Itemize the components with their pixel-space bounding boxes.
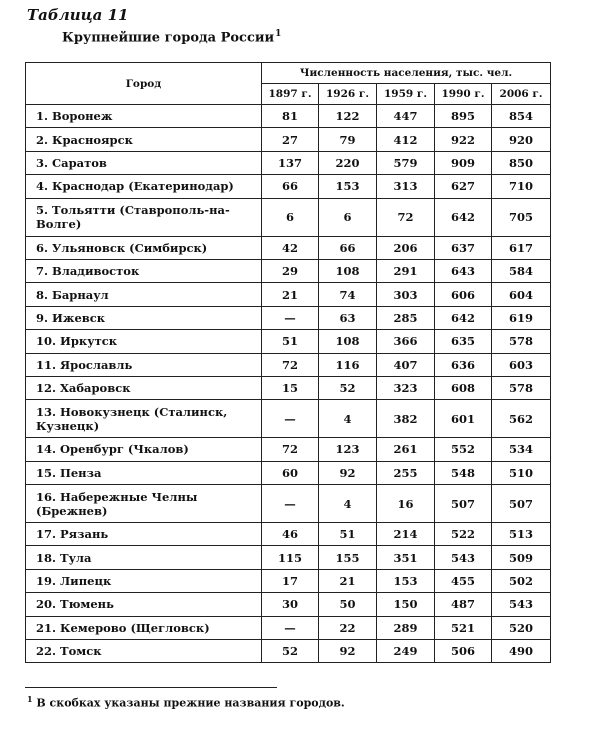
header-year-2006: 2006 г. (492, 84, 551, 105)
population-cell: 285 (377, 306, 435, 329)
city-name-cell: 5. Тольятти (Ставрополь-на-Волге) (26, 198, 262, 236)
city-name-cell: 12. Хабаровск (26, 376, 262, 399)
population-cell: 920 (492, 128, 551, 151)
population-cell: 922 (435, 128, 492, 151)
table-row (26, 485, 551, 523)
table-row (26, 283, 551, 306)
population-cell: 895 (435, 105, 492, 128)
population-cell: 603 (492, 353, 551, 376)
population-cell: 521 (435, 616, 492, 639)
population-cell: 520 (492, 616, 551, 639)
population-cell: 27 (262, 128, 319, 151)
city-name-cell: 1. Воронеж (26, 105, 262, 128)
population-cell: 604 (492, 283, 551, 306)
table-row (26, 259, 551, 282)
city-name-cell: 19. Липецк (26, 569, 262, 592)
table-row (26, 616, 551, 639)
population-cell: 123 (319, 438, 377, 461)
footnote (27, 694, 345, 710)
population-cell: 30 (262, 593, 319, 616)
footnote-divider (25, 687, 277, 688)
population-cell: 6 (262, 198, 319, 236)
population-cell: 249 (377, 640, 435, 663)
table-row (26, 128, 551, 151)
population-cell: 636 (435, 353, 492, 376)
population-cell: 42 (262, 236, 319, 259)
population-cell: 66 (319, 236, 377, 259)
table-row (26, 105, 551, 128)
population-cell: 606 (435, 283, 492, 306)
population-cell: 507 (492, 485, 551, 523)
city-name-cell: 11. Ярославль (26, 353, 262, 376)
population-cell: 543 (435, 546, 492, 569)
population-cell: 17 (262, 569, 319, 592)
population-cell: 642 (435, 198, 492, 236)
population-cell: 617 (492, 236, 551, 259)
title-footnote-mark: 1 (275, 29, 282, 39)
population-cell: 155 (319, 546, 377, 569)
header-year-1926: 1926 г. (319, 84, 377, 105)
table-row (26, 376, 551, 399)
table-row (26, 546, 551, 569)
population-cell: 303 (377, 283, 435, 306)
header-population: Численность населения, тыс. чел. (262, 63, 551, 84)
population-cell: 60 (262, 461, 319, 484)
table-row (26, 353, 551, 376)
population-table (25, 62, 551, 663)
population-cell: 510 (492, 461, 551, 484)
population-cell: 366 (377, 330, 435, 353)
population-cell: 412 (377, 128, 435, 151)
population-cell: 513 (492, 523, 551, 546)
city-name-cell: 16. Набережные Челны (Брежнев) (26, 485, 262, 523)
city-name-cell: 20. Тюмень (26, 593, 262, 616)
population-cell: 643 (435, 259, 492, 282)
population-cell: 552 (435, 438, 492, 461)
population-cell: — (262, 616, 319, 639)
table-row (26, 236, 551, 259)
city-name-cell: 7. Владивосток (26, 259, 262, 282)
city-name-cell: 22. Томск (26, 640, 262, 663)
table-row (26, 593, 551, 616)
population-cell: 642 (435, 306, 492, 329)
population-cell: 206 (377, 236, 435, 259)
city-name-cell: 9. Ижевск (26, 306, 262, 329)
table-row (26, 198, 551, 236)
population-cell: 601 (435, 400, 492, 438)
population-cell: — (262, 485, 319, 523)
population-cell: 850 (492, 151, 551, 174)
population-cell: 637 (435, 236, 492, 259)
population-cell: 137 (262, 151, 319, 174)
city-name-cell: 10. Иркутск (26, 330, 262, 353)
population-cell: 108 (319, 330, 377, 353)
population-cell: 407 (377, 353, 435, 376)
table-row (26, 175, 551, 198)
footnote-mark: 1 (27, 694, 33, 704)
city-name-cell: 2. Красноярск (26, 128, 262, 151)
population-cell: 92 (319, 640, 377, 663)
population-cell: 909 (435, 151, 492, 174)
population-cell: 578 (492, 376, 551, 399)
population-cell: 579 (377, 151, 435, 174)
table-body (26, 105, 551, 663)
population-cell: 153 (319, 175, 377, 198)
population-cell: 4 (319, 485, 377, 523)
population-cell: 619 (492, 306, 551, 329)
population-cell: 220 (319, 151, 377, 174)
population-cell: 92 (319, 461, 377, 484)
population-cell: 502 (492, 569, 551, 592)
population-cell: 46 (262, 523, 319, 546)
population-cell: 522 (435, 523, 492, 546)
table-title (62, 29, 281, 45)
population-cell: 72 (377, 198, 435, 236)
population-cell: 150 (377, 593, 435, 616)
population-cell: 509 (492, 546, 551, 569)
population-cell: 608 (435, 376, 492, 399)
city-name-cell: 13. Новокузнецк (Сталинск, Кузнецк) (26, 400, 262, 438)
population-cell: 705 (492, 198, 551, 236)
population-cell: 72 (262, 438, 319, 461)
population-cell: 51 (319, 523, 377, 546)
population-cell: 506 (435, 640, 492, 663)
population-cell: 635 (435, 330, 492, 353)
population-cell: 122 (319, 105, 377, 128)
table-row (26, 306, 551, 329)
population-cell: 548 (435, 461, 492, 484)
population-cell: 63 (319, 306, 377, 329)
population-cell: 29 (262, 259, 319, 282)
table-row (26, 330, 551, 353)
population-cell: 490 (492, 640, 551, 663)
city-name-cell: 14. Оренбург (Чкалов) (26, 438, 262, 461)
population-cell: 81 (262, 105, 319, 128)
population-cell: 710 (492, 175, 551, 198)
population-cell: 562 (492, 400, 551, 438)
table-row (26, 461, 551, 484)
population-cell: 74 (319, 283, 377, 306)
city-name-cell: 17. Рязань (26, 523, 262, 546)
header-year-1990: 1990 г. (435, 84, 492, 105)
population-cell: 351 (377, 546, 435, 569)
population-cell: 52 (319, 376, 377, 399)
population-cell: 854 (492, 105, 551, 128)
population-cell: 21 (262, 283, 319, 306)
population-cell: — (262, 400, 319, 438)
population-cell: 6 (319, 198, 377, 236)
header-year-1897: 1897 г. (262, 84, 319, 105)
city-name-cell: 18. Тула (26, 546, 262, 569)
city-name-cell: 3. Саратов (26, 151, 262, 174)
header-year-1959: 1959 г. (377, 84, 435, 105)
population-cell: 16 (377, 485, 435, 523)
population-cell: 50 (319, 593, 377, 616)
population-cell: 455 (435, 569, 492, 592)
population-cell: 382 (377, 400, 435, 438)
footnote-text: В скобках указаны прежние названия городов. (36, 696, 345, 710)
table-row (26, 640, 551, 663)
population-cell: 22 (319, 616, 377, 639)
city-name-cell: 15. Пенза (26, 461, 262, 484)
population-cell: 578 (492, 330, 551, 353)
population-cell: 214 (377, 523, 435, 546)
population-cell: 15 (262, 376, 319, 399)
population-cell: 66 (262, 175, 319, 198)
population-cell: 21 (319, 569, 377, 592)
city-name-cell: 4. Краснодар (Екатеринодар) (26, 175, 262, 198)
table-title-text: Крупнейшие города России (62, 30, 275, 46)
population-cell: 584 (492, 259, 551, 282)
city-name-cell: 6. Ульяновск (Симбирск) (26, 236, 262, 259)
population-cell: 447 (377, 105, 435, 128)
population-cell: 115 (262, 546, 319, 569)
population-cell: 72 (262, 353, 319, 376)
population-cell: 153 (377, 569, 435, 592)
population-cell: 116 (319, 353, 377, 376)
population-cell: 255 (377, 461, 435, 484)
table-row (26, 569, 551, 592)
population-cell: 108 (319, 259, 377, 282)
city-name-cell: 21. Кемерово (Щегловск) (26, 616, 262, 639)
population-cell: 543 (492, 593, 551, 616)
population-cell: 291 (377, 259, 435, 282)
table-row (26, 151, 551, 174)
population-cell: 323 (377, 376, 435, 399)
table-row (26, 438, 551, 461)
table-row (26, 523, 551, 546)
header-city: Город (26, 63, 262, 105)
population-cell: 261 (377, 438, 435, 461)
population-cell: — (262, 306, 319, 329)
population-cell: 289 (377, 616, 435, 639)
population-cell: 313 (377, 175, 435, 198)
population-cell: 627 (435, 175, 492, 198)
population-cell: 487 (435, 593, 492, 616)
table-row (26, 400, 551, 438)
population-cell: 52 (262, 640, 319, 663)
city-name-cell: 8. Барнаул (26, 283, 262, 306)
population-cell: 507 (435, 485, 492, 523)
population-cell: 79 (319, 128, 377, 151)
population-cell: 51 (262, 330, 319, 353)
population-cell: 4 (319, 400, 377, 438)
population-cell: 534 (492, 438, 551, 461)
table-label: Таблица 11 (27, 6, 129, 24)
